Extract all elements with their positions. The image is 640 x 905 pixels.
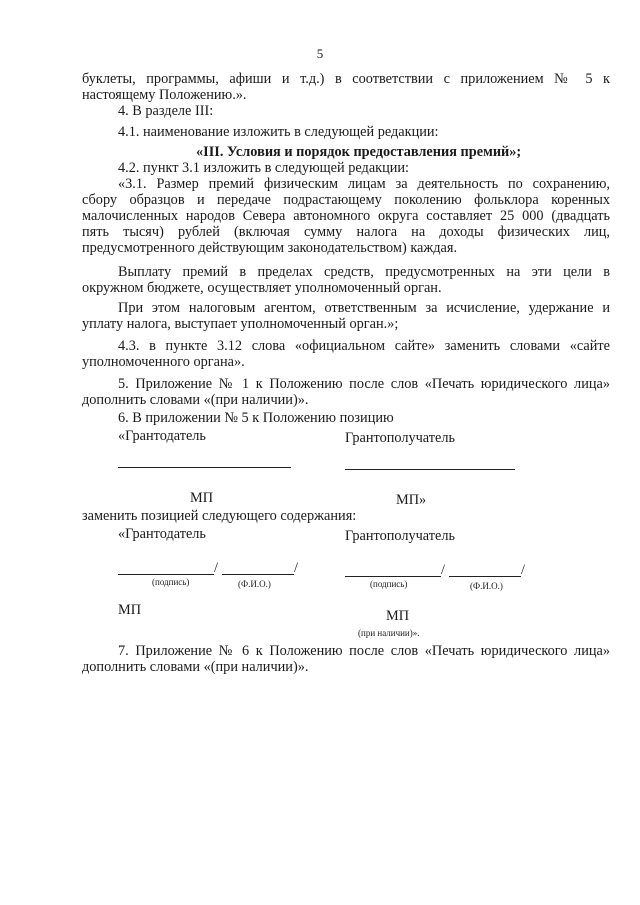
grantor-label: «Грантодатель [118,526,206,542]
paragraph-line: предусмотренного действующим законодательством) каждая. [82,240,458,256]
name-line [222,574,294,575]
paragraph-line: 7. Приложение № 6 к Положению после слов «Печать юридического лица» [118,643,610,659]
grantor-label: «Грантодатель [118,428,206,444]
signature-line [345,469,515,470]
paragraph-line: дополнить словами «(при наличии)». [82,392,309,408]
separator-slash: / [521,562,525,578]
signature-caption: (подпись) [370,579,408,589]
paragraph-line: «3.1. Размер премий физическим лицам за деятельность по сохранению, [118,176,610,192]
paragraph-line: окружном бюджете, осуществляет уполномоченный орган. [82,280,442,296]
if-any-note: (при наличии)». [358,628,420,638]
grantee-label: Грантополучатель [345,430,456,446]
signature-caption: (подпись) [152,577,190,587]
paragraph-line: уплату налога, выступает уполномоченный орган.»; [82,316,399,332]
paragraph-line: настоящему Положению.». [82,87,247,103]
seal-label: МП [190,490,214,506]
separator-slash: / [441,562,445,578]
paragraph-line: При этом налоговым агентом, ответственным за исчисление, удержание и [118,300,610,316]
page-number: 5 [316,46,324,61]
seal-label: МП [118,602,142,618]
item-6-text: 6. В приложении № 5 к Положению позицию [118,410,394,426]
name-line [449,576,521,577]
paragraph-line: пять тысяч) рублей (включая сумму налога на доходы физических лиц, [82,224,610,240]
grantee-label: Грантополучатель [345,528,456,544]
signature-line [118,574,214,575]
paragraph-line: 4.3. в пункте 3.12 слова «официальном сайте» заменить словами «сайте [118,338,610,354]
separator-slash: / [294,560,298,576]
signature-line [345,576,441,577]
name-caption: (Ф.И.О.) [470,581,503,591]
paragraph-line: Выплату премий в пределах средств, предусмотренных на эти цели в [118,264,610,280]
item-4-1-text: 4.1. наименование изложить в следующей редакции: [118,124,439,140]
section-4-text: 4. В разделе III: [118,103,214,119]
paragraph-line: уполномоченного органа». [82,354,245,370]
paragraph-line: дополнить словами «(при наличии)». [82,659,309,675]
replace-text: заменить позицией следующего содержания: [82,508,357,524]
seal-label: МП [386,608,410,624]
item-4-2-text: 4.2. пункт 3.1 изложить в следующей редакции: [118,160,410,176]
paragraph-line: буклеты, программы, афиши и т.д.) в соответствии с приложением № 5 к [82,71,610,87]
name-caption: (Ф.И.О.) [238,579,271,589]
seal-label: МП» [396,492,427,508]
paragraph-line: сбору образцов и передаче подрастающему поколению фольклора коренных [82,192,610,208]
paragraph-line: 5. Приложение № 1 к Положению после слов «Печать юридического лица» [118,376,610,392]
separator-slash: / [214,560,218,576]
signature-line [118,467,291,468]
paragraph-line: малочисленных народов Севера автономного округа составляет 25 000 (двадцать [82,208,610,224]
section-heading: «III. Условия и порядок предоставления премий»; [196,144,522,160]
